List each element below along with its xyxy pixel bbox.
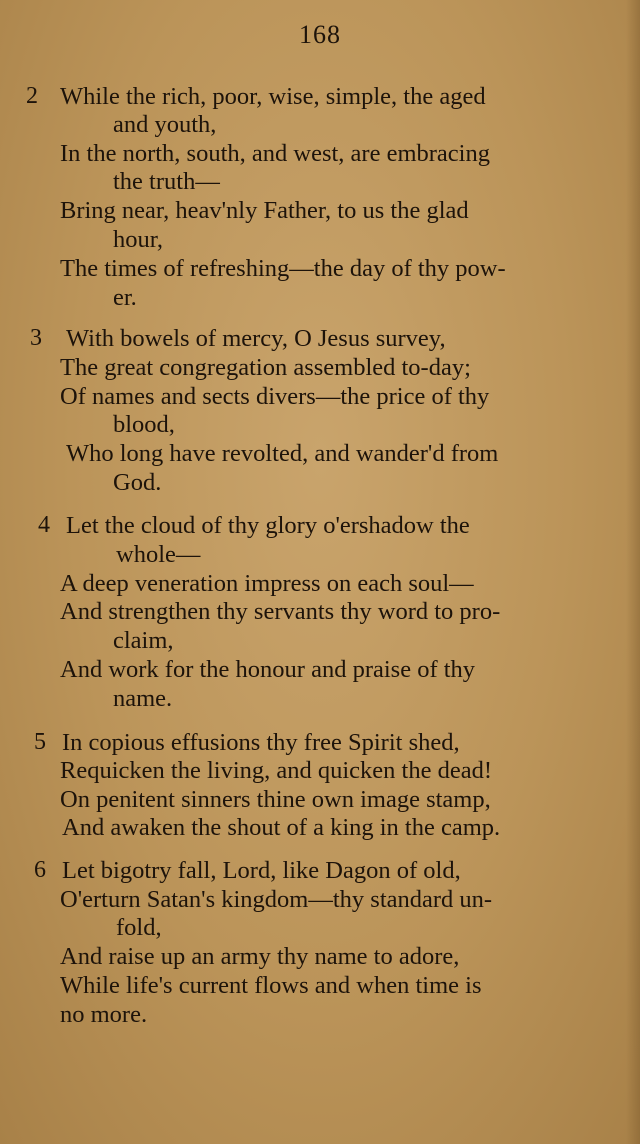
verse-line: In the north, south, and west, are embracing — [60, 140, 490, 167]
verse-line: And strengthen thy servants thy word to pro- — [60, 598, 501, 625]
verse-line: Who long have revolted, and wander'd from — [66, 440, 499, 467]
verse-line: In copious effusions thy free Spirit shed, — [62, 729, 460, 756]
verse-line: whole— — [116, 541, 201, 568]
verse-line: Let the cloud of thy glory o'ershadow the — [66, 512, 470, 539]
verse-line: God. — [113, 469, 162, 496]
verse-line: While life's current flows and when time is — [60, 972, 482, 999]
verse-line: Bring near, heav'nly Father, to us the glad — [60, 197, 469, 224]
stanza-number: 2 — [26, 83, 38, 109]
verse-line: A deep veneration impress on each soul— — [60, 570, 474, 597]
verse-line: er. — [113, 284, 137, 311]
verse-line: The great congregation assembled to-day; — [60, 354, 471, 381]
verse-line: And raise up an army thy name to adore, — [60, 943, 460, 970]
verse-line: O'erturn Satan's kingdom—thy standard un- — [60, 886, 493, 913]
verse-line: name. — [113, 685, 173, 712]
verse-line: Let bigotry fall, Lord, like Dagon of old, — [62, 857, 461, 884]
verse-line: claim, — [113, 627, 174, 654]
verse-line: Requicken the living, and quicken the dead! — [60, 757, 493, 784]
verse-line: And work for the honour and praise of thy — [60, 656, 476, 683]
verse-line: no more. — [60, 1001, 148, 1028]
verse-line: With bowels of mercy, O Jesus survey, — [66, 325, 446, 352]
stanza-number: 5 — [34, 729, 46, 755]
verse-line: Of names and sects divers—the price of thy — [60, 383, 490, 410]
verse-line: While the rich, poor, wise, simple, the aged — [60, 83, 486, 110]
page-edge-shadow — [626, 0, 640, 1144]
verse-line: fold, — [116, 914, 162, 941]
verse-line: And awaken the shout of a king in the camp. — [62, 814, 501, 841]
verse-line: the truth— — [113, 168, 220, 195]
verse-line: and youth, — [113, 111, 217, 138]
verse-line: hour, — [113, 226, 164, 253]
verse-line: blood, — [113, 411, 175, 438]
stanza-number: 6 — [34, 857, 46, 883]
verse-line: The times of refreshing—the day of thy pow- — [60, 255, 506, 282]
stanza-number: 3 — [30, 325, 42, 351]
stanza-number: 4 — [38, 512, 50, 538]
verse-line: On penitent sinners thine own image stamp, — [60, 786, 491, 813]
page-number: 168 — [299, 20, 341, 49]
